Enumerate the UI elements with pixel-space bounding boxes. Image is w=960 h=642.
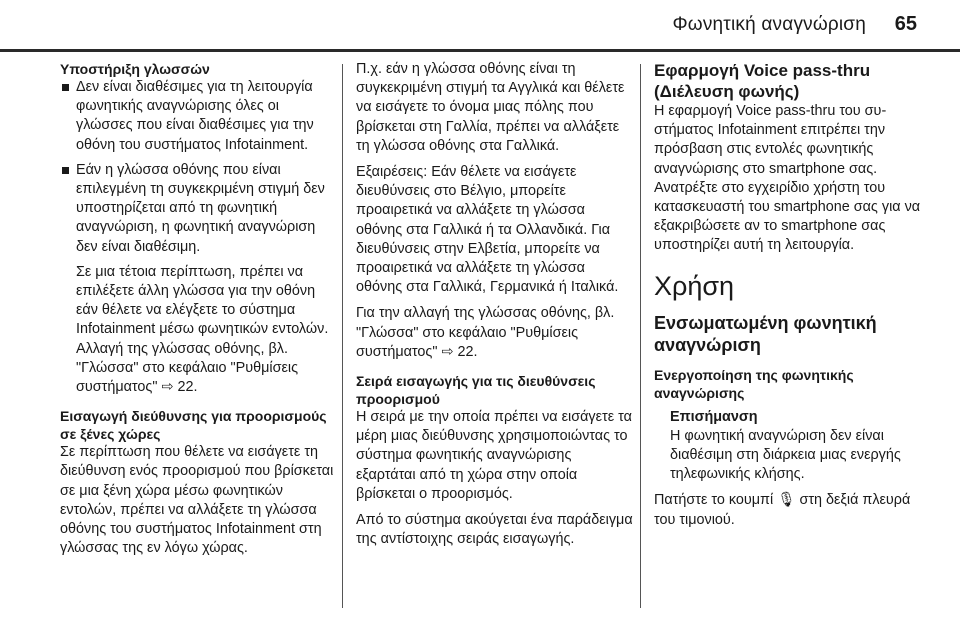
paragraph: Εξαιρέσεις: Εάν θέλετε να εισάγετε διευθύνσεις στο Βέλγιο, μπορείτε προαιρετικά να αλλάξετε τη γλώσσα οθόνης στα Γαλλικά ή τα Ολλανδικά. Για διευθύνσεις στην Ελβετία, μπορείτε να προαιρετικά να αλλάξετε τη γλώσσα οθόνης στα Γαλλικά, Γερμανικά ή Ιταλικά. bbox=[356, 164, 619, 296]
page-header bbox=[0, 0, 960, 44]
paragraph: Η σειρά με την οποία πρέπει να εισάγετε τα μέρη μιας διεύθυνσης χρησιμοποιώντας το σύστημα φωνητικής αναγνώρισης εξαρτάται από τη χώρα στην οποία βρίσκεται ο προορισμός. bbox=[356, 409, 632, 502]
foreign-address-text: Σε περίπτωση που θέλετε να εισάγετε τη διεύθυνση ενός προορισμού που βρίσκεται σε μια ξένη χώρα μέσω φωνητικών εντολών, πρέπει να αλλάξετε τη γλώσσα οθόνης του συστήματος Infotainment στη γλώσσας της εν λόγω χώρας. bbox=[60, 444, 334, 557]
language-support-heading: Υποστήριξη γλωσσών bbox=[60, 61, 210, 77]
paragraph: Για την αλλαγή της γλώσσας οθόνης, βλ. "Γλώσσα" στο κεφάλαιο "Ρυθμίσεις συστήματος" ⇨ 22. bbox=[356, 305, 615, 360]
paragraph: Από το σύστημα ακούγεται ένα παράδειγμα της αντίστοιχης σειράς εισαγωγής. bbox=[356, 512, 633, 548]
column-divider-2 bbox=[640, 64, 641, 608]
foreign-address-heading: Εισαγωγή διεύθυνσης για προορισμούς σε ξένες χώρες bbox=[60, 408, 327, 443]
input-order-heading: Σειρά εισαγωγής για τις διευθύνσεις προορισμού bbox=[356, 373, 596, 408]
note-heading: Επισήμανση bbox=[670, 408, 758, 425]
language-support-list bbox=[60, 78, 338, 397]
paragraph: Π.χ. εάν η γλώσσα οθόνης είναι τη συγκεκριμένη στιγμή τα Αγγλικά και θέλετε να εισάγετε το όνομα μιας πόλης που βρίσκεται στη Γαλλία, πρέπει να αλλάξετε τη γλώσσα οθόνης στα Γαλλικά. bbox=[356, 61, 625, 154]
page-number: 65 bbox=[894, 13, 917, 35]
usage-heading: Χρήση bbox=[654, 270, 735, 301]
note-text: Η φωνητική αναγνώριση δεν είναι διαθέσιμη στη διάρκεια μιας ενεργής τηλεφωνικής κλήσης. bbox=[670, 427, 901, 483]
voice-passthru-heading: Εφαρμογή Voice pass-thru (Διέλευση φωνής) bbox=[654, 61, 871, 101]
note-box bbox=[654, 408, 932, 485]
header-rule bbox=[0, 49, 960, 52]
column-2 bbox=[356, 60, 634, 556]
list-item bbox=[60, 161, 338, 397]
list-item: Δεν είναι διαθέσιμες για τη λειτουργία φωνητικής αναγνώρισης όλες οι γλώσσες που είναι διαθέσιμες για την οθόνη του συστήματος Infotainment. bbox=[60, 78, 338, 155]
column-3 bbox=[654, 60, 932, 537]
integrated-recognition-heading: Ενσωματωμένη φωνητική αναγνώριση bbox=[654, 312, 877, 355]
list-item-text: Εάν η γλώσσα οθόνης που είναι επιλεγμένη τη συγκεκριμένη στιγμή δεν υποστηρίζεται από τη φωνητική αναγνώριση, η φωνητική αναγνώριση δεν είναι διαθέσιμη. bbox=[76, 161, 325, 255]
voice-passthru-text: Η εφαρμογή Voice pass-thru του συστήματος Infotainment επιτρέπει την πρόσβαση στις εντολές φωνητικής αναγνώρισης στο smartphone σας. Ανατρέξτε στο εγχειρίδιο χρήστη του κατασκευαστή του smartphone σας για να εξακριβώσετε αν το smartphone σας υποστηρίζει αυτή τη λειτουργία. bbox=[654, 103, 921, 254]
chapter-title: Φωνητική αναγνώριση bbox=[672, 14, 866, 35]
list-item-continuation: Σε μια τέτοια περίπτωση, πρέπει να επιλέξετε άλλη γλώσσα για την οθόνη εάν θέλετε να ελέγξετε το σύστημα Infotainment μέσω φωνητικών εντολών. Αλλαγή της γλώσσας οθόνης, βλ. "Γλώσσα" στο κεφάλαιο "Ρυθμίσεις συστήματος" ⇨ 22. bbox=[76, 263, 329, 396]
column-1 bbox=[60, 60, 338, 565]
press-button-instruction: Πατήστε το κουμπί 🎙 στη δεξιά πλευρά του τιμονιού. bbox=[654, 492, 911, 528]
activation-heading: Ενεργοποίηση της φωνητικής αναγνώρισης bbox=[654, 366, 854, 401]
column-divider-1 bbox=[342, 64, 343, 608]
